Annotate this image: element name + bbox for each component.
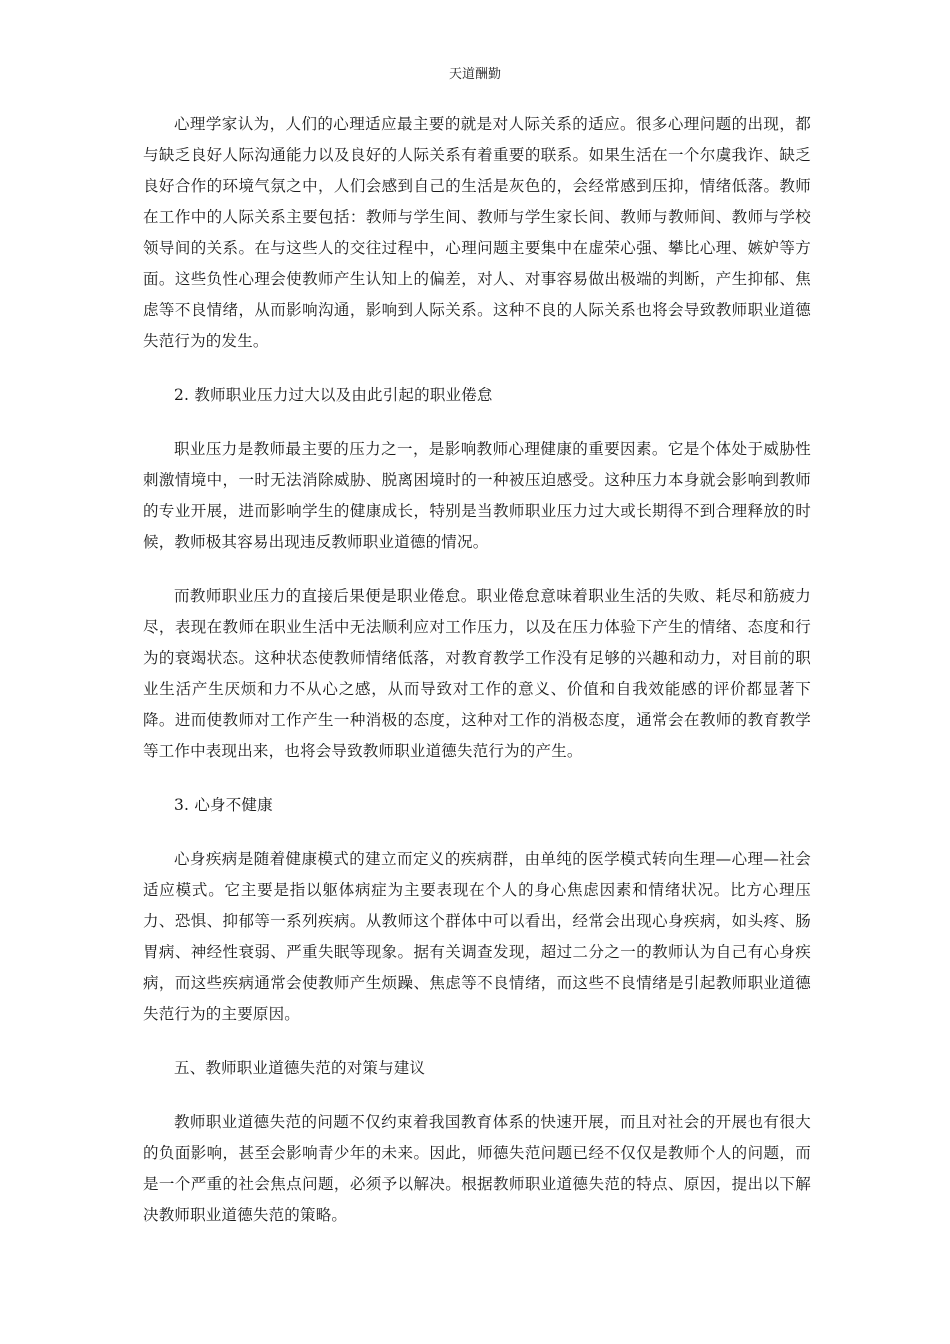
page-header: 天道酬勤: [448, 67, 501, 82]
paragraph-interpersonal: 心理学家认为，人们的心理适应最主要的就是对人际关系的适应。很多心理问题的出现，都与缺乏良好人际沟通能力以及良好的人际关系有着重要的联系。如果生活在一个尔虞我诈、缺乏良好合作的环境气氛之中，人们会感到自己的生活是灰色的，会经常感到压抑，情绪低落。教师在工作中的人际关系主要包括：教师与学生间、教师与学生家长间、教师与教师间、教师与学校领导间的关系。在与这些人的交往过程中，心理问题主要集中在虚荣心强、攀比心理、嫉妒等方面。这些负性心理会使教师产生认知上的偏差，对人、对事容易做出极端的判断，产生抑郁、焦虑等不良情绪，从而影响沟通，影响到人际关系。这种不良的人际关系也将会导致教师职业道德失范行为的发生。: [143, 115, 811, 350]
section-heading-countermeasures: 五、教师职业道德失范的对策与建议: [174, 1059, 426, 1077]
section-heading-occupational-stress: 2. 教师职业压力过大以及由此引起的职业倦怠: [174, 386, 493, 404]
paragraph-countermeasures: 教师职业道德失范的问题不仅约束着我国教育体系的快速开展，而且对社会的开展也有很大的负面影响，甚至会影响青少年的未来。因此，师德失范问题已经不仅仅是教师个人的问题，而是一个严重的社会焦点问题，必须予以解决。根据教师职业道德失范的特点、原因，提出以下解决教师职业道德失范的策略。: [143, 1113, 811, 1224]
document-body: [143, 109, 811, 1254]
paragraph-burnout: 而教师职业压力的直接后果便是职业倦怠。职业倦怠意味着职业生活的失败、耗尽和筋疲力尽，表现在教师在职业生活中无法顺利应对工作压力，以及在压力体验下产生的情绪、态度和行为的衰竭状态。这种状态使教师情绪低落，对教育教学工作没有足够的兴趣和动力，对目前的职业生活产生厌烦和力不从心之感，从而导致对工作的意义、价值和自我效能感的评价都显著下降。进而使教师对工作产生一种消极的态度，这种对工作的消极态度，通常会在教师的教育教学等工作中表现出来，也将会导致教师职业道德失范行为的产生。: [143, 587, 811, 760]
section-heading-health: 3. 心身不健康: [174, 796, 273, 814]
paragraph-occupational-stress: 职业压力是教师最主要的压力之一，是影响教师心理健康的重要因素。它是个体处于威胁性刺激情境中，一时无法消除威胁、脱离困境时的一种被压迫感受。这种压力本身就会影响到教师的专业开展，进而影响学生的健康成长，特别是当教师职业压力过大或长期得不到合理释放的时候，教师极其容易出现违反教师职业道德的情况。: [143, 440, 811, 551]
paragraph-psychosomatic: 心身疾病是随着健康模式的建立而定义的疾病群，由单纯的医学模式转向生理—心理—社会适应模式。它主要是指以躯体病症为主要表现在个人的身心焦虑因素和情绪状况。比方心理压力、恐惧、抑郁等一系列疾病。从教师这个群体中可以看出，经常会出现心身疾病，如头疼、肠胃病、神经性衰弱、严重失眠等现象。据有关调查发现，超过二分之一的教师认为自己有心身疾病，而这些疾病通常会使教师产生烦躁、焦虑等不良情绪，而这些不良情绪是引起教师职业道德失范行为的主要原因。: [143, 850, 811, 1023]
